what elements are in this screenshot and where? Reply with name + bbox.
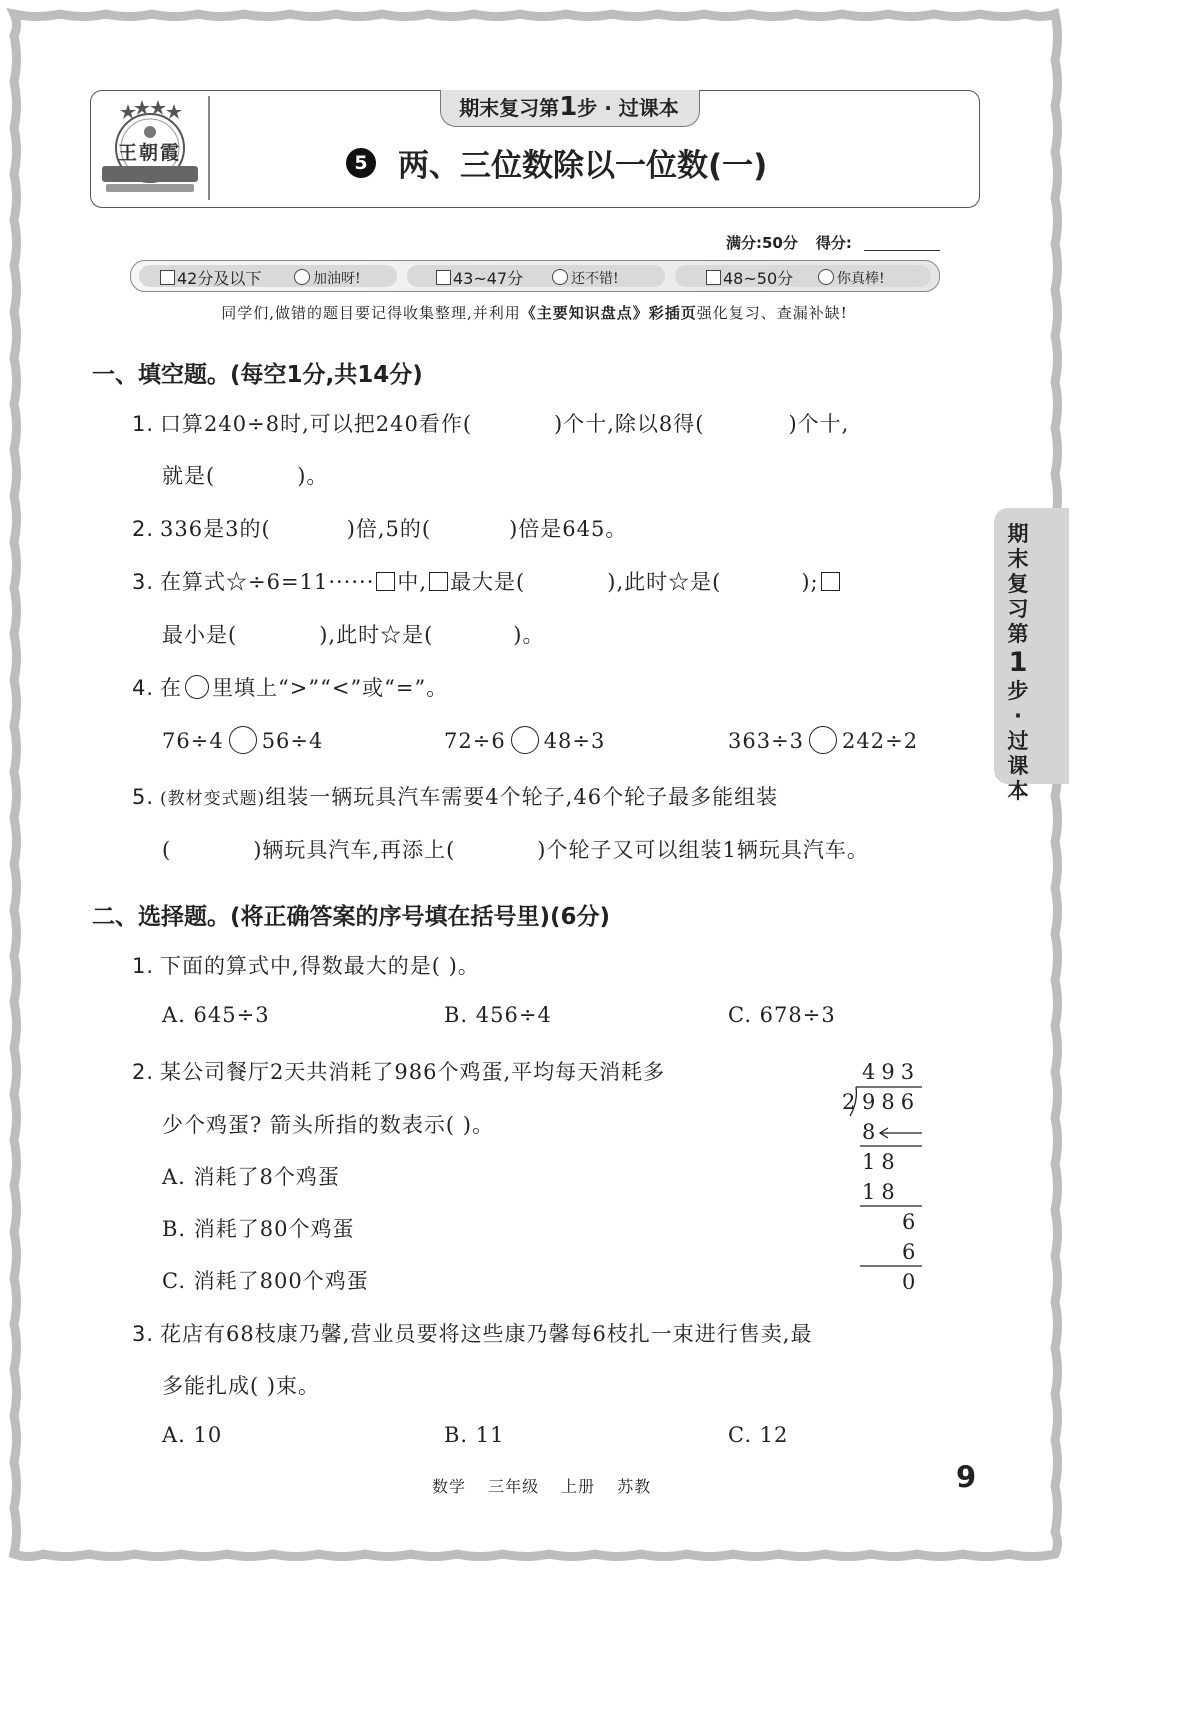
question-1-1-line1: 1. 口算240÷8时,可以把240看作( )个十,除以8得( )个十,: [132, 412, 850, 436]
option-b[interactable]: B. 消耗了80个鸡蛋: [162, 1217, 355, 1241]
face-icon: [294, 269, 310, 285]
division-step-3: 18: [862, 1180, 901, 1204]
side-tab-label: 期末复习第 1 步·过课本: [1007, 522, 1029, 803]
section-title-choice: 二、选择题。(将正确答案的序号填在括号里)(6分): [92, 904, 611, 930]
long-division: [836, 1060, 936, 1300]
option-b[interactable]: B. 456÷4: [444, 1003, 552, 1027]
division-remainder: 0: [902, 1270, 922, 1294]
arrow-left-icon: [880, 1128, 922, 1138]
option-a[interactable]: A. 10: [162, 1423, 223, 1447]
question-1-1-line2: 就是( )。: [162, 464, 329, 488]
question-2-3-line2: 多能扎成( )束。: [162, 1374, 321, 1398]
square-icon: [376, 572, 395, 591]
checkbox-icon[interactable]: [160, 270, 175, 285]
grade-note-high: 你真棒!: [818, 268, 885, 288]
lesson-title: 两、三位数除以一位数(一): [398, 148, 768, 184]
division-step-2: 18: [862, 1150, 901, 1174]
compare-circle[interactable]: [809, 726, 837, 754]
step-number: 1: [559, 92, 578, 122]
score-blank[interactable]: [864, 250, 940, 251]
grade-item-low: 42分及以下: [160, 266, 261, 289]
option-c[interactable]: C. 678÷3: [728, 1003, 836, 1027]
question-1-4: 4. 在 里填上“>”“<”或“=”。: [132, 676, 449, 700]
question-2-2-line1: 2. 某公司餐厅2天共消耗了986个鸡蛋,平均每天消耗多: [132, 1060, 666, 1084]
option-a[interactable]: A. 645÷3: [162, 1003, 270, 1027]
question-1-3-line2: 最小是( ),此时☆是( )。: [162, 623, 545, 647]
footer-info: 数学 三年级 上册 苏教: [432, 1477, 652, 1496]
score-label: 得分:: [815, 234, 852, 252]
option-c[interactable]: C. 消耗了800个鸡蛋: [162, 1269, 369, 1293]
page-number: 9: [956, 1460, 977, 1494]
face-icon: [818, 269, 834, 285]
square-icon: [821, 572, 840, 591]
full-score: 满分:50分: [726, 234, 798, 252]
option-c[interactable]: C. 12: [728, 1423, 789, 1447]
question-1-5-line2: ( )辆玩具汽车,再添上( )个轮子又可以组装1辆玩具汽车。: [162, 838, 869, 862]
score-line: [726, 232, 852, 253]
logo-divider: [208, 96, 210, 200]
question-1-5-line1: 5. (教材变式题)组装一辆玩具汽车需要4个轮子,46个轮子最多能组装: [132, 785, 779, 809]
face-icon: [552, 269, 568, 285]
quotient: 493: [862, 1060, 921, 1084]
step-suffix: 步 · 过课本: [577, 96, 679, 120]
circle-icon: [185, 675, 209, 699]
question-1-2: 2. 336是3的( )倍,5的( )倍是645。: [132, 517, 628, 541]
section-title-fill-blank: 一、填空题。(每空1分,共14分): [92, 362, 423, 388]
step-prefix: 期末复习第: [459, 96, 560, 120]
grade-note-low: 加油呀!: [294, 268, 361, 288]
divisor: 2: [842, 1090, 862, 1114]
compare-item-1: 76÷4 56÷4: [162, 726, 323, 754]
compare-circle[interactable]: [511, 726, 539, 754]
compare-item-3: 363÷3 242÷2: [728, 726, 918, 754]
division-step-1: 8: [862, 1120, 882, 1144]
division-step-4: 6: [902, 1210, 922, 1234]
option-b[interactable]: B. 11: [444, 1423, 505, 1447]
lesson-number-badge: 5: [346, 148, 376, 178]
grade-note-mid: 还不错!: [552, 268, 619, 288]
step-label: [440, 92, 698, 122]
logo-text: 王朝霞: [118, 142, 182, 164]
compare-circle[interactable]: [229, 726, 257, 754]
question-tag: (教材变式题): [160, 789, 266, 809]
option-a[interactable]: A. 消耗了8个鸡蛋: [162, 1165, 340, 1189]
compare-item-2: 72÷6 48÷3: [444, 726, 605, 754]
division-step-5: 6: [902, 1240, 922, 1264]
question-2-1: 1. 下面的算式中,得数最大的是( )。: [132, 954, 480, 978]
grade-item-mid: 43~47分: [436, 266, 523, 289]
checkbox-icon[interactable]: [436, 270, 451, 285]
dividend: 986: [862, 1090, 921, 1114]
grade-item-high: 48~50分: [706, 266, 793, 289]
checkbox-icon[interactable]: [706, 270, 721, 285]
review-tip: 同学们,做错的题目要记得收集整理,并利用《主要知识盘点》彩插页强化复习、查漏补缺!: [221, 304, 848, 322]
tip-highlight: 《主要知识盘点》彩插页: [520, 304, 697, 322]
question-1-3-line1: 3. 在算式☆÷6=11······ 中, 最大是( ),此时☆是( );: [132, 566, 842, 596]
division-lines: [836, 1060, 936, 1300]
question-2-2-line2: 少个鸡蛋? 箭头所指的数表示( )。: [162, 1113, 494, 1137]
question-2-3-line1: 3. 花店有68枝康乃馨,营业员要将这些康乃馨每6枝扎一束进行售卖,最: [132, 1322, 813, 1346]
square-icon: [429, 572, 448, 591]
